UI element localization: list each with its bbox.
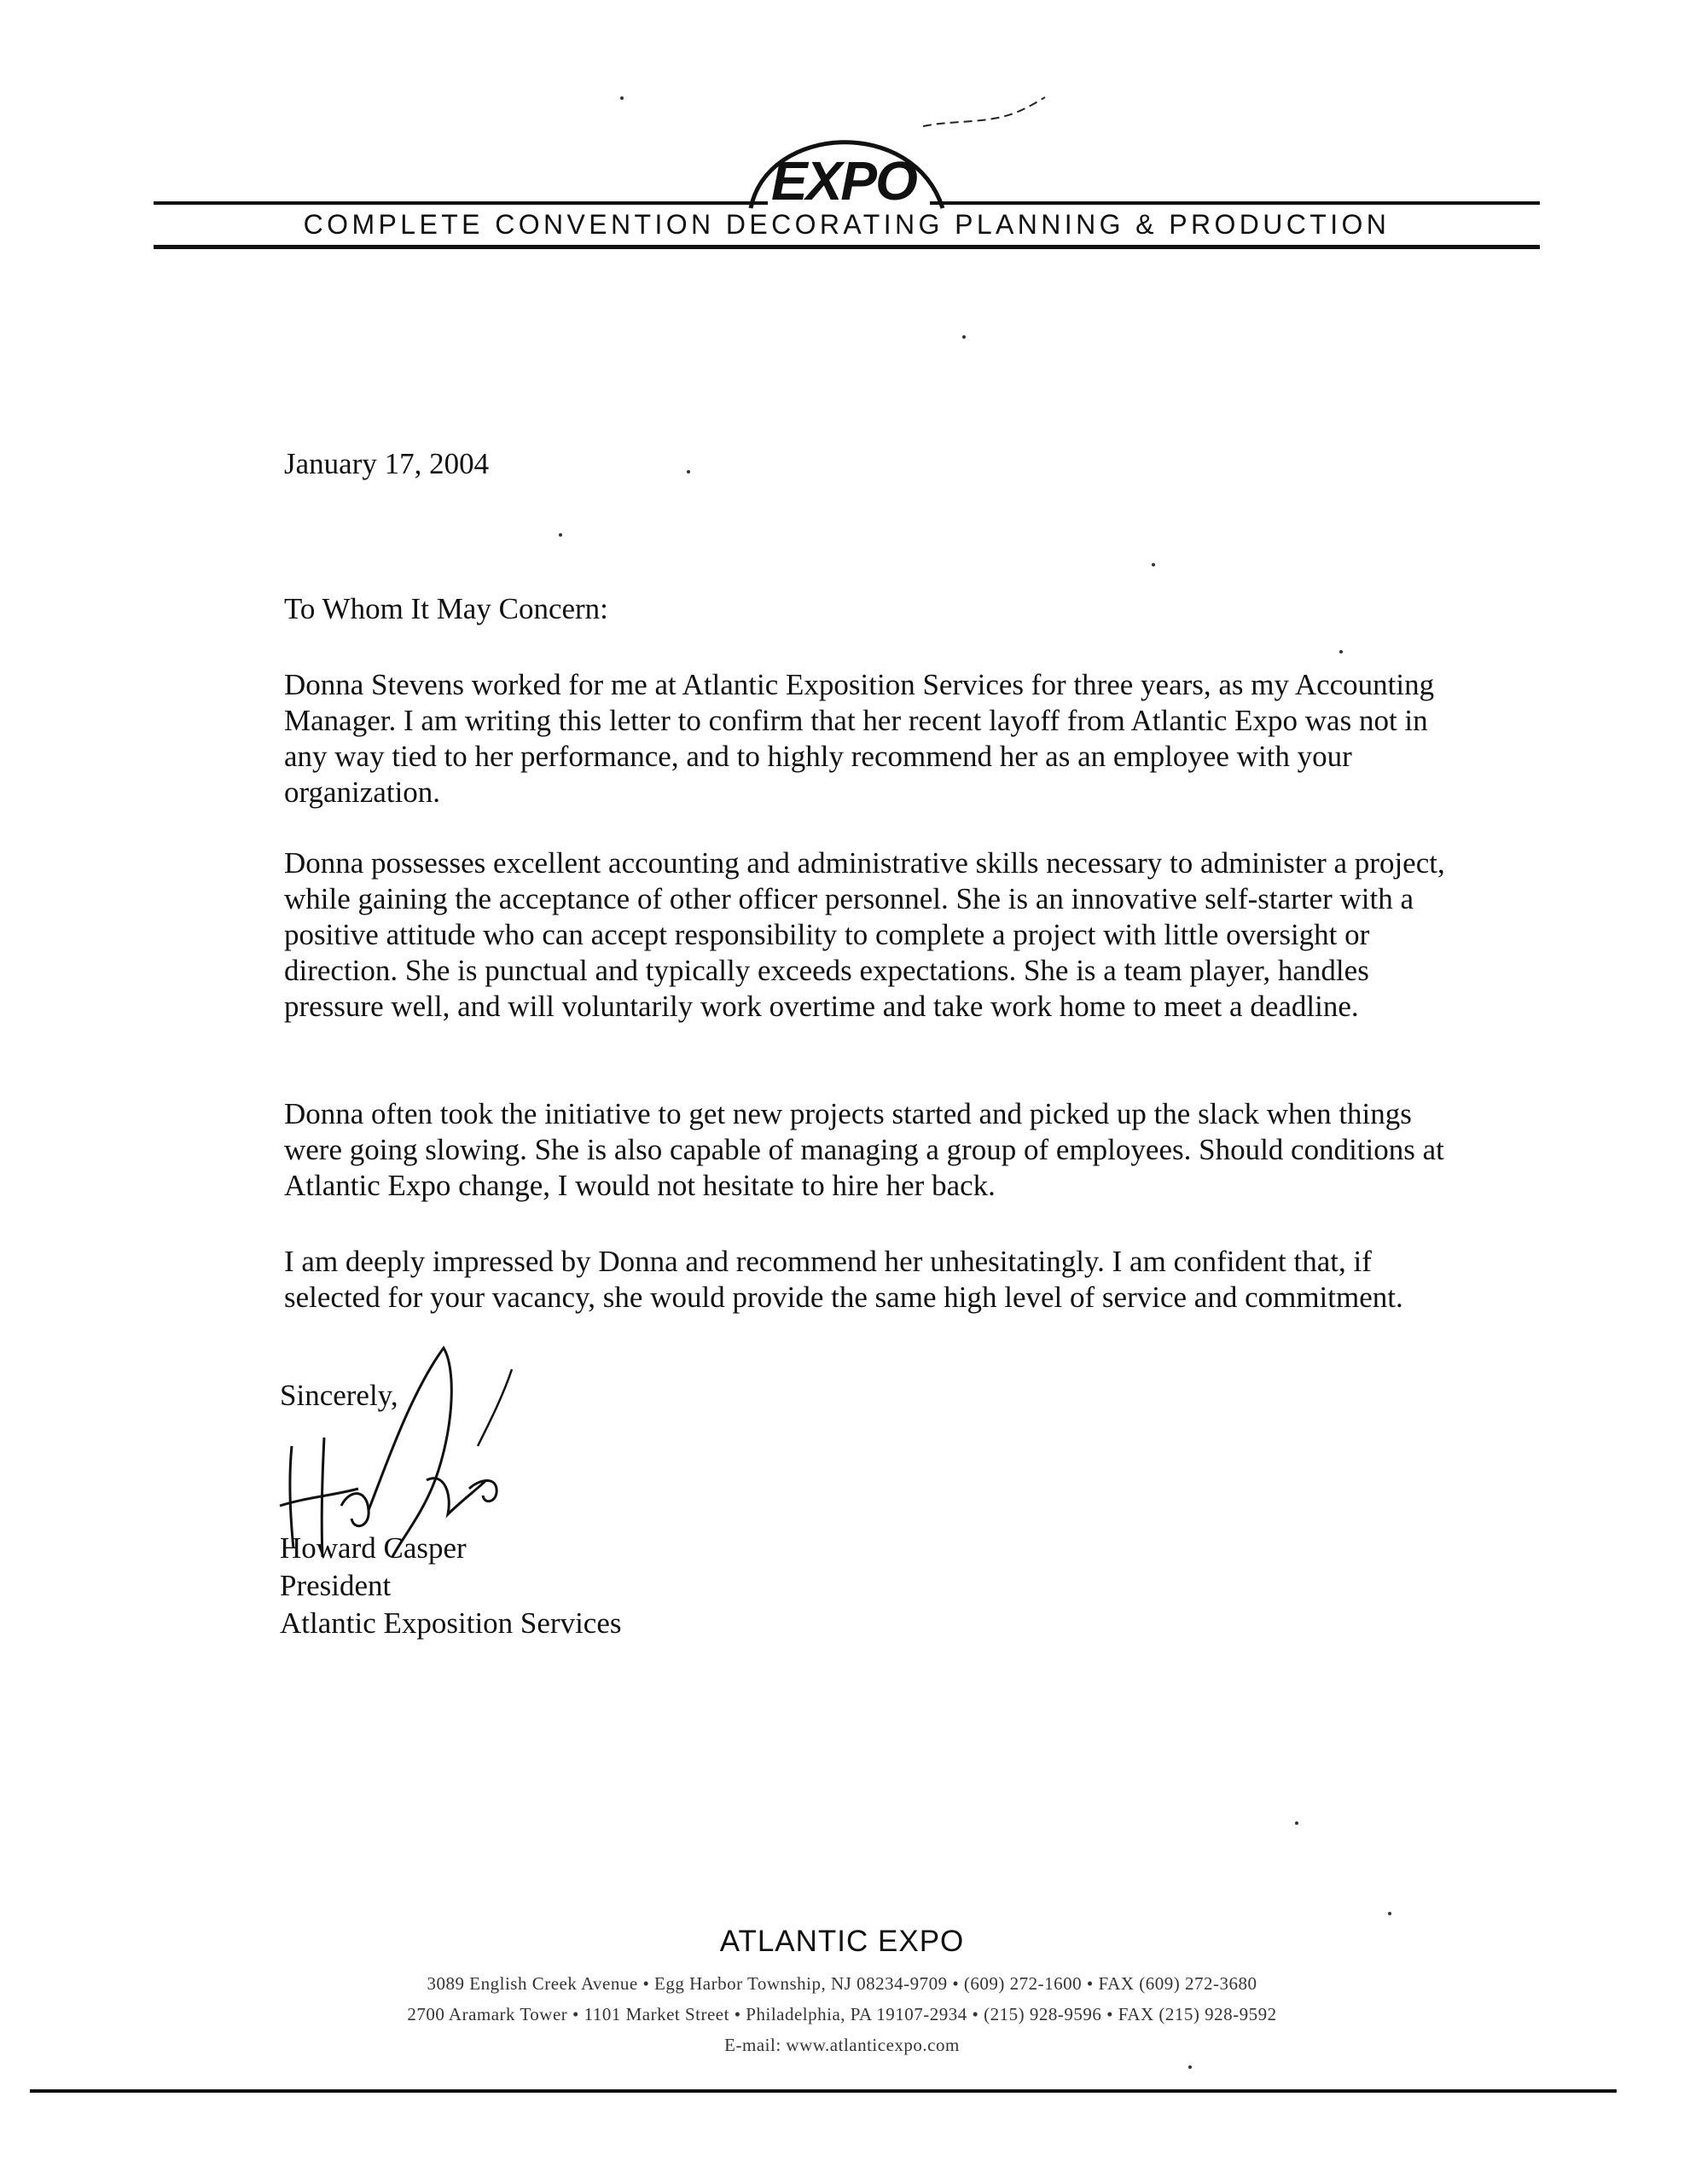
letterhead-rule-right [930,201,1540,205]
paragraph-4: I am deeply impressed by Donna and recommend her unhesitatingly. I am confident that, if selected for your vacancy, she would provide the same high level of service and commitment. [284,1245,1403,1314]
pen-mark-icon [921,92,1049,135]
scan-speck [687,470,690,473]
scan-speck [1388,1912,1391,1915]
signer-title: President [280,1569,392,1602]
scan-speck [1188,2065,1192,2069]
letterhead-tagline: COMPLETE CONVENTION DECORATING PLANNING & PRODUCTION [303,209,1391,240]
scan-speck [620,96,624,100]
scan-speck [1339,650,1343,653]
paragraph-1: Donna Stevens worked for me at Atlantic Exposition Services for three years, as my Accounting Manager. I am writing this letter to confirm that her recent layoff from Atlantic Expo was not in any way tied to her performance, and to highly recommend her as an employee with your organization. [284,668,1435,809]
signer-organization: Atlantic Exposition Services [280,1606,622,1640]
closing: Sincerely, [280,1379,398,1412]
letter-date: January 17, 2004 [284,447,490,480]
scan-speck [962,335,966,339]
scan-speck [1295,1821,1298,1825]
footer-rule [30,2089,1617,2093]
scan-speck [559,533,562,537]
signer-name: Howard Casper [280,1531,467,1565]
salutation: To Whom It May Concern: [284,592,608,625]
paragraph-2: Donna possesses excellent accounting and administrative skills necessary to administer a project, while gaining the acceptance of other officer personnel. She is an innovative self-starter with a positive attitude who can accept responsibility to complete a project with little oversight or direction. She is punctual and typically exceeds expectations. She is a team player, handles pressure well, and will voluntarily work overtime and take work home to meet a deadline. [284,846,1445,1023]
letterhead-rule-bottom [154,245,1540,249]
footer-company-name: ATLANTIC EXPO [719,1925,965,1958]
footer-address-2: 2700 Aramark Tower • 1101 Market Street • Philadelphia, PA 19107-2934 • (215) 928-9596 • FAX (215) 928-9592 [407,2004,1277,2024]
footer-address-1: 3089 English Creek Avenue • Egg Harbor Township, NJ 08234-9709 • (609) 272-1600 • FAX (609) 272-3680 [427,1973,1257,1994]
footer-email: E-mail: www.atlanticexpo.com [724,2035,960,2055]
logo-text: EXPO [771,150,916,212]
scan-speck [1152,563,1155,566]
paragraph-3: Donna often took the initiative to get new projects started and picked up the slack when things were going slowing. She is also capable of managing a group of employees. Should conditions at Atlantic Expo change, I would not hesitate to hire her back. [284,1097,1444,1202]
letterhead-rule-left [154,201,768,205]
